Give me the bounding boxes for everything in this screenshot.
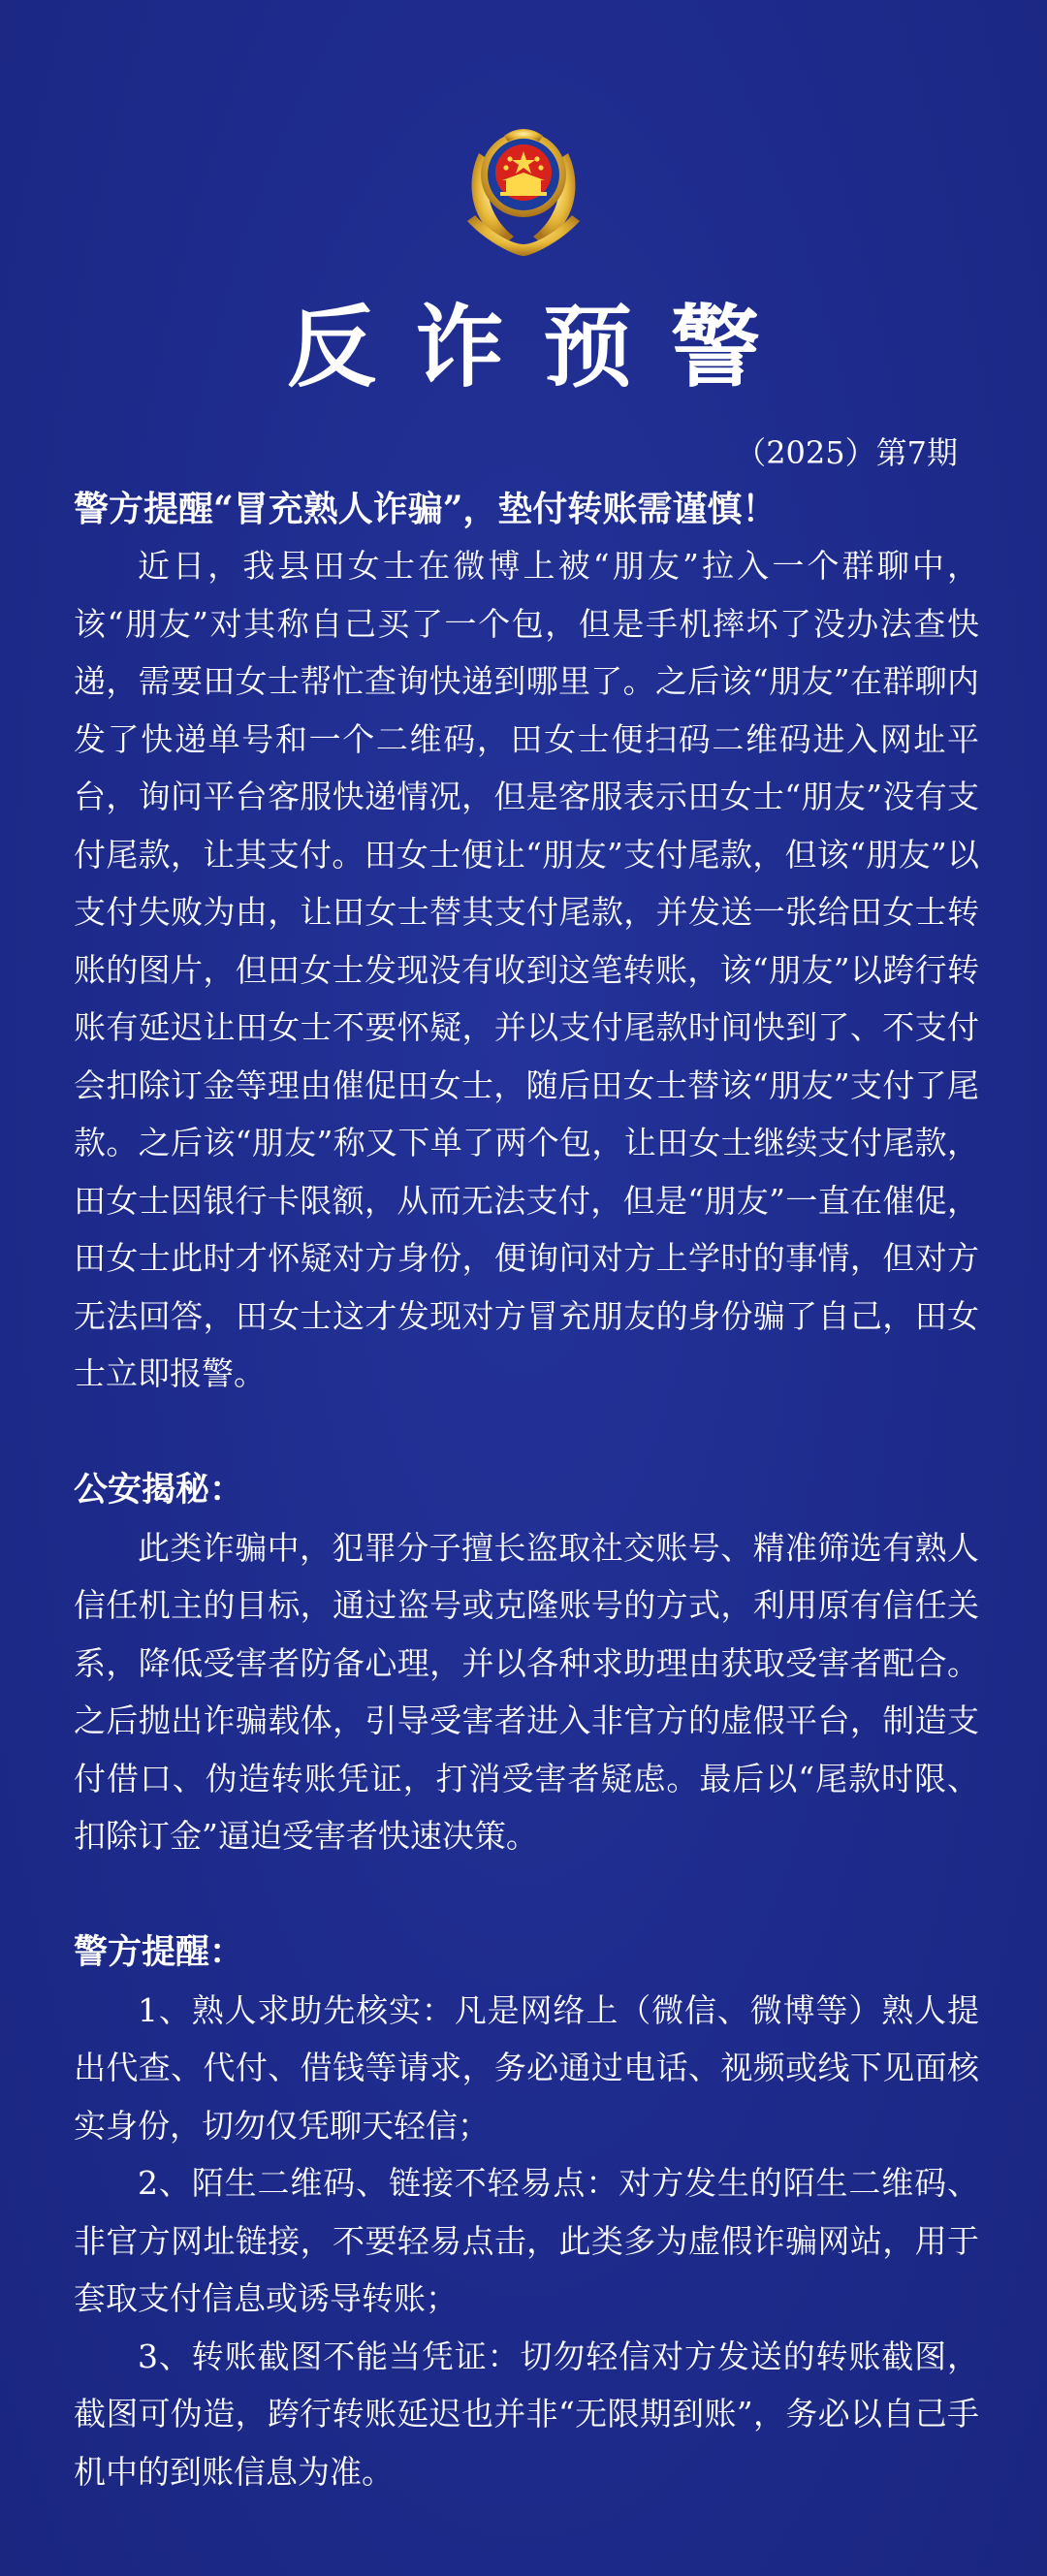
page-title: 反诈预警: [286, 295, 799, 399]
issue-number: （2025）第7期: [735, 434, 958, 471]
case-paragraph: 近日，我县田女士在微博上被“朋友”拉入一个群聊中，该“朋友”对其称自己买了一个包，但是手机摔坏了没办法查快递，需要田女士帮忙查询快递到哪里了。之后该“朋友”在群聊内发了快递单号和一个二维码，田女士便扫码二维码进入网址平台，询问平台客服快递情况，但是客服表示田女士“朋友”没有支付尾款，让其支付。田女士便让“朋友”支付尾款，但该“朋友”以支付失败为由，让田女士替其支付尾款，并发送一张给田女士转账的图片，但田女士发现没有收到这笔转账，该“朋友”以跨行转账有延迟让田女士不要怀疑，并以支付尾款时间快到了、不支付会扣除订金等理由催促田女士，随后田女士替该“朋友”支付了尾款。之后该“朋友”称又下单了两个包，让田女士继续支付尾款，田女士因银行卡限额，从而无法支付，但是“朋友”一直在催促，田女士此时才怀疑对方身份，便询问对方上学时的事情，但对方无法回答，田女士这才发现对方冒充朋友的身份骗了自己，田女士立即报警。: [74, 547, 979, 1392]
article-body: [74, 481, 979, 2500]
tip-item: 2、陌生二维码、链接不轻易点：对方发生的陌生二维码、非官方网址链接，不要轻易点击，此类多为虚假诈骗网站，用于套取支付信息或诱导转账；: [74, 2164, 979, 2317]
reveal-heading: 公安揭秘：: [74, 1469, 244, 1510]
article-headline: 警方提醒“冒充熟人诈骗”，垫付转账需谨慎！: [74, 489, 777, 529]
tips-heading: 警方提醒：: [74, 1931, 244, 1972]
reveal-paragraph: 此类诈骗中，犯罪分子擅长盗取社交账号、精准筛选有熟人信任机主的目标，通过盗号或克隆账号的方式，利用原有信任关系，降低受害者防备心理，并以各种求助理由获取受害者配合。之后抛出诈骗载体，引导受害者进入非官方的虚假平台，制造支付借口、伪造转账凭证，打消受害者疑虑。最后以“尾款时限、扣除订金”逼迫受害者快速决策。: [74, 1528, 979, 1855]
tip-item: 1、熟人求助先核实：凡是网络上（微信、微博等）熟人提出代查、代付、借钱等请求，务必通过电话、视频或线下见面核实身份，切勿仅凭聊天轻信；: [74, 1990, 979, 2145]
police-emblem-icon: [458, 114, 589, 260]
tip-item: 3、转账截图不能当凭证：切勿轻信对方发送的转账截图，截图可伪造，跨行转账延迟也并非“无限期到账”，务必以自己手机中的到账信息为准。: [74, 2337, 979, 2491]
